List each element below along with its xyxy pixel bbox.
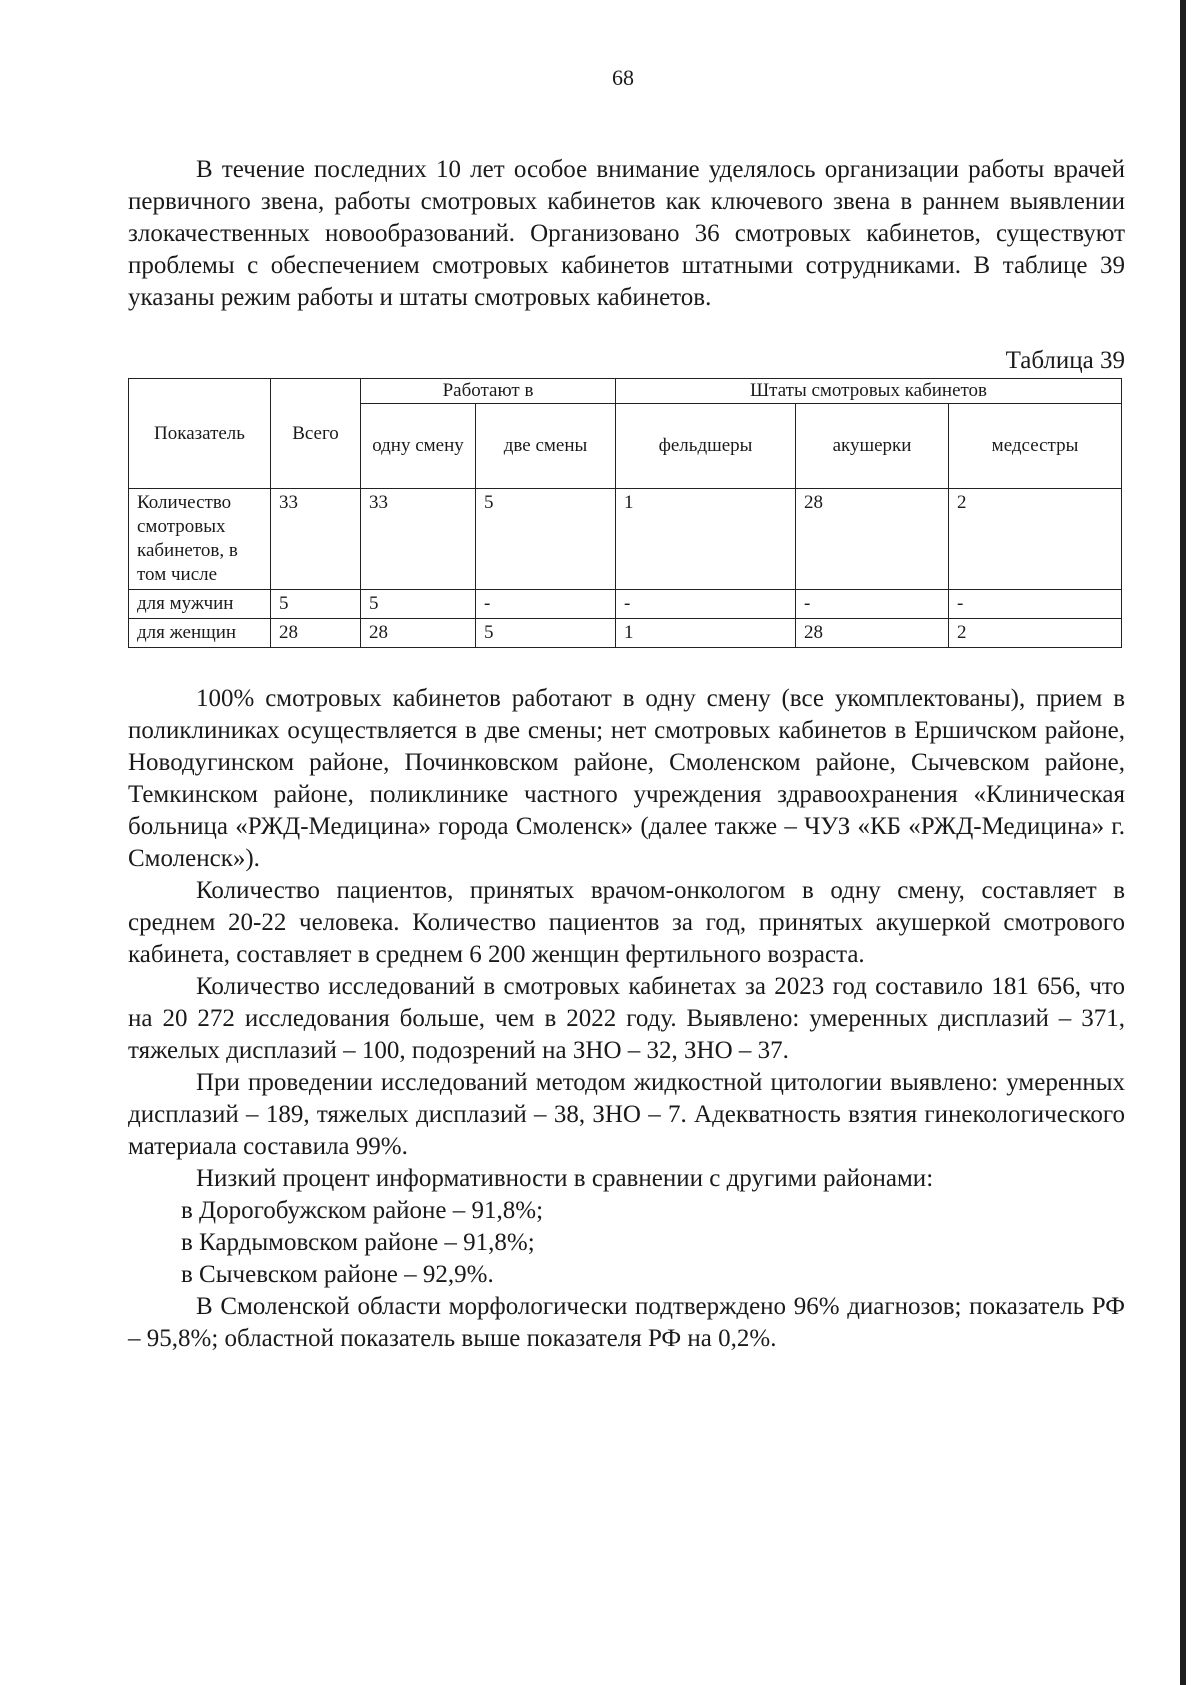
header-two-shifts: две смены xyxy=(476,404,616,489)
cell-one-shift: 28 xyxy=(361,619,476,648)
intro-paragraph: В течение последних 10 лет особое внимание уделялось организации работы врачей первичного звена, работы смотровых кабинетов как ключевого звена в раннем выявлении злокачественных новообразований. Организовано 36 смотровых кабинетов, существуют проблемы с обеспечением смотровых кабинетов штатными сотрудниками. В таблице 39 указаны режим работы и штаты смотровых кабинетов. xyxy=(128,156,1125,311)
header-midwives: акушерки xyxy=(796,404,949,489)
paragraph-cytology: При проведении исследований методом жидкостной цитологии выявлено: умеренных дисплазий – 189, тяжелых дисплазий – 38, ЗНО – 7. Адекватность взятия гинекологического материала составила 99%. xyxy=(128,1069,1125,1160)
header-nurses: медсестры xyxy=(949,404,1122,489)
table-caption: Таблица 39 xyxy=(1005,347,1125,374)
row-label: для мужчин xyxy=(129,590,271,619)
cell-total: 5 xyxy=(271,590,361,619)
cell-two-shifts: 5 xyxy=(476,619,616,648)
table-row xyxy=(129,590,1122,619)
cell-paramedics: 1 xyxy=(616,489,796,590)
summary-section xyxy=(128,683,1125,1355)
table-row xyxy=(129,489,1122,590)
cell-midwives: - xyxy=(796,590,949,619)
header-staff: Штаты смотровых кабинетов xyxy=(616,379,1122,404)
row-label: Количество смотровых кабинетов, в том числе xyxy=(129,489,271,590)
row-label: для женщин xyxy=(129,619,271,648)
cell-two-shifts: - xyxy=(476,590,616,619)
paragraph-shifts: 100% смотровых кабинетов работают в одну смену (все укомплектованы), прием в поликлиниках осуществляется в две смены; нет смотровых кабинетов в Ершичском районе, Новодугинском районе, Починковском районе, Смоленском районе, Сычевском районе, Темкинском районе, поликлинике частного учреждения здравоохранения «Клиническая больница «РЖД-Медицина» города Смоленск» (далее также – ЧУЗ «КБ «РЖД-Медицина» г. Смоленск»). xyxy=(128,685,1125,872)
page-edge-shadow xyxy=(1180,0,1186,1685)
table-row xyxy=(129,619,1122,648)
header-total: Всего xyxy=(271,379,361,489)
cell-paramedics: - xyxy=(616,590,796,619)
cell-paramedics: 1 xyxy=(616,619,796,648)
paragraph-morphology: В Смоленской области морфологически подтверждено 96% диагнозов; показатель РФ – 95,8%; областной показатель выше показателя РФ на 0,2%. xyxy=(128,1293,1125,1352)
header-paramedics: фельдшеры xyxy=(616,404,796,489)
screening-rooms-table xyxy=(128,378,1122,648)
cell-midwives: 28 xyxy=(796,619,949,648)
intro-section xyxy=(128,154,1125,314)
header-work-in: Работают в xyxy=(361,379,616,404)
cell-nurses: - xyxy=(949,590,1122,619)
cell-nurses: 2 xyxy=(949,619,1122,648)
list-item: в Сычевском районе – 92,9%. xyxy=(181,1261,494,1288)
paragraph-patients: Количество пациентов, принятых врачом-онкологом в одну смену, составляет в среднем 20-22 человека. Количество пациентов за год, принятых акушеркой смотрового кабинета, составляет в среднем 6 200 женщин фертильного возраста. xyxy=(128,877,1125,968)
page-number: 68 xyxy=(612,65,634,90)
header-one-shift: одну смену xyxy=(361,404,476,489)
paragraph-examinations: Количество исследований в смотровых кабинетах за 2023 год составило 181 656, что на 20 272 исследования больше, чем в 2022 году. Выявлено: умеренных дисплазий – 371, тяжелых дисплазий – 100, подозрений на ЗНО – 32, ЗНО – 37. xyxy=(128,973,1125,1064)
list-item: в Кардымовском районе – 91,8%; xyxy=(181,1229,535,1256)
cell-total: 33 xyxy=(271,489,361,590)
cell-one-shift: 5 xyxy=(361,590,476,619)
list-item: в Дорогобужском районе – 91,8%; xyxy=(181,1197,544,1224)
header-indicator: Показатель xyxy=(129,379,271,489)
cell-one-shift: 33 xyxy=(361,489,476,590)
cell-nurses: 2 xyxy=(949,489,1122,590)
cell-two-shifts: 5 xyxy=(476,489,616,590)
cell-total: 28 xyxy=(271,619,361,648)
paragraph-low-informativeness: Низкий процент информативности в сравнении с другими районами: xyxy=(196,1165,934,1192)
cell-midwives: 28 xyxy=(796,489,949,590)
